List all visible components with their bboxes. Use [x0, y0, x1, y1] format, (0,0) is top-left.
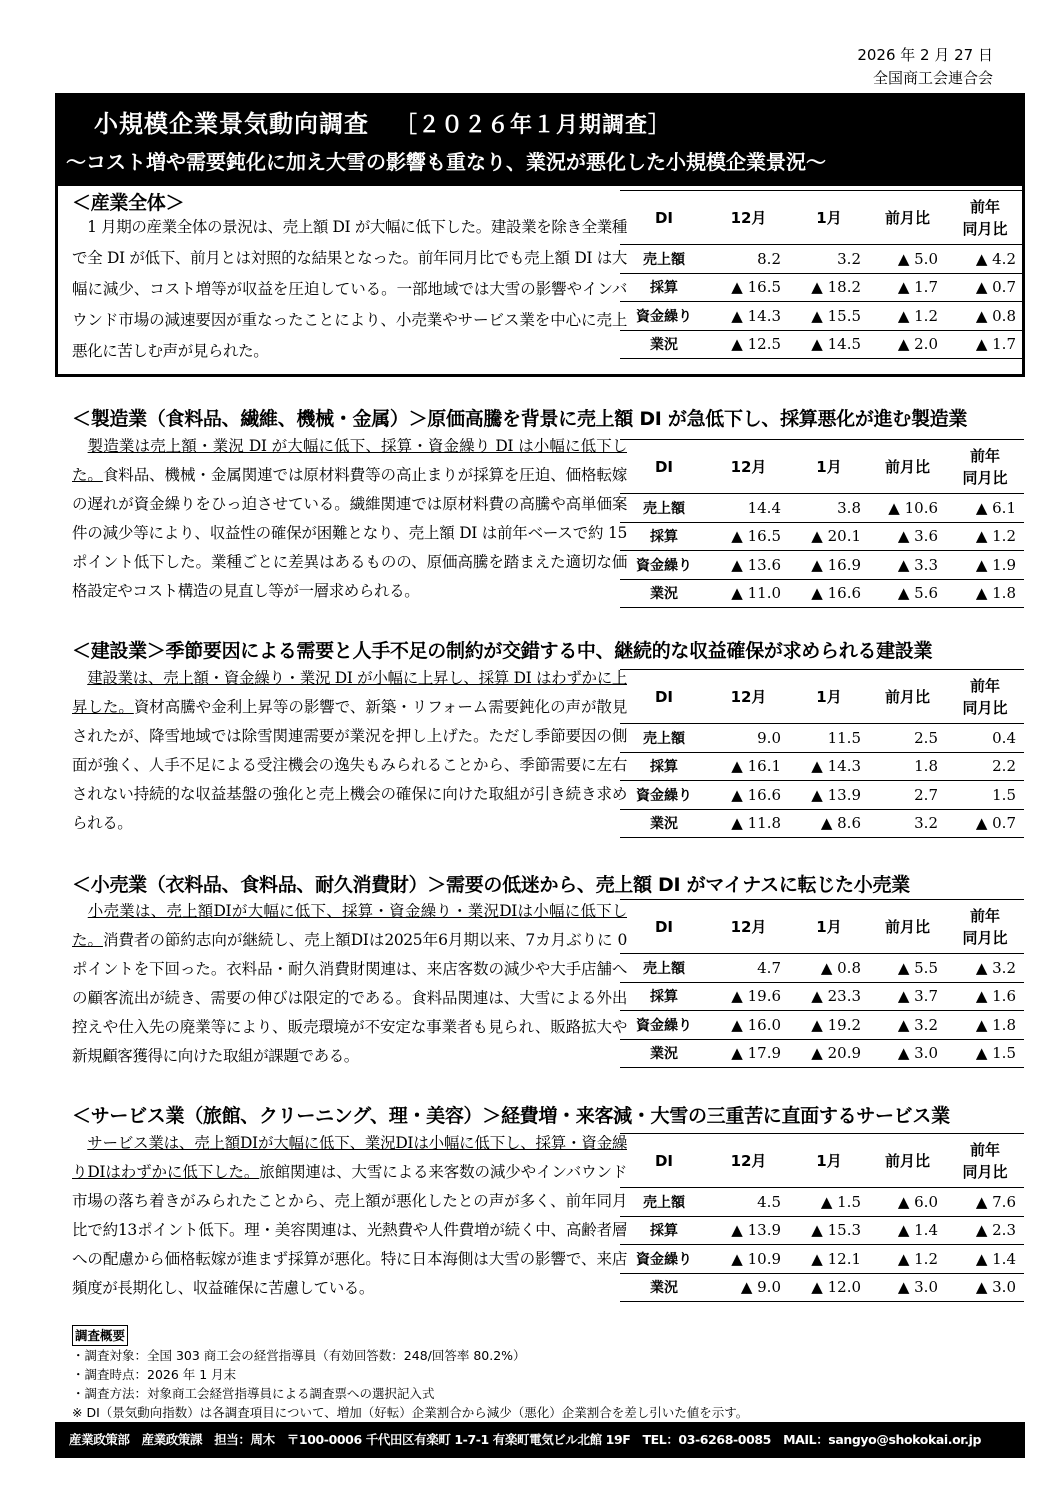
value-mom: ▲ 5.0 — [869, 245, 946, 274]
report-subtitle: ～コスト増や需要鈍化に加え大雪の影響も重なり、業況が悪化した小規模企業景況～ — [66, 150, 826, 174]
section-text — [72, 897, 627, 1071]
value-jan: ▲ 1.5 — [789, 1188, 869, 1217]
yoy-header-line: 同月比 — [962, 468, 1008, 487]
di-table-header — [620, 670, 1024, 724]
di-row — [620, 579, 1024, 608]
value-dec: ▲ 14.3 — [708, 302, 789, 331]
row-label: 業況 — [620, 809, 708, 838]
di-row — [620, 954, 1024, 983]
yoy-header — [946, 191, 1024, 245]
row-label: 採算 — [620, 273, 708, 302]
footer-contact: 産業政策部 産業政策課 担当：周木 〒100-0006 千代田区有楽町 1-7-1 有楽町電気ビル北館 19F TEL：03-6268-0085 MAIL：sangyo@shokokai.or.jp — [55, 1422, 1025, 1458]
value-jan: ▲ 14.3 — [789, 752, 869, 781]
row-label: 採算 — [620, 982, 708, 1011]
row-label: 資金繰り — [620, 1011, 708, 1040]
value-yoy: ▲ 4.2 — [946, 245, 1024, 274]
di-header: DI — [620, 440, 708, 494]
row-label: 資金繰り — [620, 1245, 708, 1274]
value-mom: 1.8 — [869, 752, 946, 781]
di-header: DI — [620, 670, 708, 724]
value-dec: ▲ 19.6 — [708, 982, 789, 1011]
report-title: 小規模企業景気動向調査 — [94, 110, 369, 138]
di-row — [620, 982, 1024, 1011]
value-dec: 4.7 — [708, 954, 789, 983]
value-yoy: ▲ 3.0 — [946, 1273, 1024, 1302]
mom-header: 前月比 — [869, 670, 946, 724]
report-period: ［２０２６年１月期調査］ — [395, 113, 672, 138]
row-label: 資金繰り — [620, 302, 708, 331]
value-jan: ▲ 18.2 — [789, 273, 869, 302]
value-yoy: ▲ 0.7 — [946, 273, 1024, 302]
di-table — [620, 1133, 1024, 1302]
di-row — [620, 1273, 1024, 1302]
value-yoy: ▲ 0.8 — [946, 302, 1024, 331]
value-jan: 3.8 — [789, 494, 869, 523]
value-mom: ▲ 2.0 — [869, 330, 946, 359]
value-dec: ▲ 13.9 — [708, 1216, 789, 1245]
section-heading: ＜産業全体＞ — [72, 192, 185, 214]
value-mom: ▲ 5.5 — [869, 954, 946, 983]
yoy-header-line: 前年 — [969, 1140, 1000, 1159]
title-bar — [58, 96, 1022, 186]
dec-header: 12月 — [708, 1134, 789, 1188]
value-mom: ▲ 5.6 — [869, 579, 946, 608]
value-jan: ▲ 16.6 — [789, 579, 869, 608]
row-label: 資金繰り — [620, 551, 708, 580]
value-mom: 3.2 — [869, 809, 946, 838]
row-label: 採算 — [620, 1216, 708, 1245]
yoy-header-line: 前年 — [969, 906, 1000, 925]
value-jan: ▲ 20.9 — [789, 1039, 869, 1068]
value-mom: ▲ 3.6 — [869, 522, 946, 551]
value-jan: ▲ 0.8 — [789, 954, 869, 983]
value-dec: ▲ 10.9 — [708, 1245, 789, 1274]
row-label: 業況 — [620, 330, 708, 359]
section-lead: 製造業は売上額・業況 DI が大幅に低下、採算・資金繰り DI は小幅に低下した。 — [72, 437, 627, 484]
row-label: 業況 — [620, 579, 708, 608]
outline-line: ・調査時点：2026 年 1 月末 — [72, 1367, 237, 1382]
outline-title: 調査概要 — [72, 1325, 128, 1346]
survey-outline — [72, 1325, 748, 1422]
outline-line: ・調査対象：全国 303 商工会の経営指導員（有効回答数：248/回答率 80.2%） — [72, 1348, 526, 1363]
yoy-header — [946, 900, 1024, 954]
value-dec: ▲ 13.6 — [708, 551, 789, 580]
value-jan: ▲ 16.9 — [789, 551, 869, 580]
value-yoy: 1.5 — [946, 781, 1024, 810]
jan-header: 1月 — [789, 1134, 869, 1188]
value-dec: ▲ 11.8 — [708, 809, 789, 838]
value-yoy: ▲ 1.4 — [946, 1245, 1024, 1274]
di-row — [620, 551, 1024, 580]
section-body: 消費者の節約志向が継続し、売上額DIは2025年6月期以来、7カ月ぶりに 0 ポイントを下回った。衣料品・耐久消費財関連は、来店客数の減少や大手店舗への顧客流出が続き、需要の伸びは限定的である。食料品関連は、大雪による外出控えや仕入先の廃業等により、販売環境が不安定な事業者も見られ、販路拡大や新規顧客獲得に向けた取組が課題である。 — [72, 931, 628, 1065]
value-dec: 9.0 — [708, 724, 789, 753]
date-block — [857, 44, 993, 90]
value-dec: 4.5 — [708, 1188, 789, 1217]
value-dec: ▲ 16.5 — [708, 522, 789, 551]
di-table — [620, 899, 1024, 1068]
section-text — [72, 664, 627, 838]
di-table-header — [620, 1134, 1024, 1188]
value-dec: ▲ 16.0 — [708, 1011, 789, 1040]
di-row — [620, 809, 1024, 838]
value-yoy: ▲ 1.5 — [946, 1039, 1024, 1068]
value-jan: ▲ 12.0 — [789, 1273, 869, 1302]
organization: 全国商工会連合会 — [872, 69, 993, 87]
section-text — [72, 432, 627, 606]
di-table-header — [620, 191, 1024, 245]
di-header: DI — [620, 1134, 708, 1188]
value-mom: ▲ 3.0 — [869, 1273, 946, 1302]
value-yoy: ▲ 0.7 — [946, 809, 1024, 838]
value-jan: ▲ 15.3 — [789, 1216, 869, 1245]
value-jan: ▲ 8.6 — [789, 809, 869, 838]
yoy-header-line: 前年 — [969, 446, 1000, 465]
jan-header: 1月 — [789, 440, 869, 494]
yoy-header — [946, 1134, 1024, 1188]
date: 2026 年 2 月 27 日 — [857, 46, 993, 64]
yoy-header — [946, 670, 1024, 724]
section-heading: ＜サービス業（旅館、クリーニング、理・美容）＞経費増・来客減・大雪の三重苦に直面するサービス業 — [72, 1105, 950, 1127]
di-table-header — [620, 440, 1024, 494]
di-row — [620, 781, 1024, 810]
di-row — [620, 752, 1024, 781]
value-mom: ▲ 1.2 — [869, 1245, 946, 1274]
row-label: 売上額 — [620, 724, 708, 753]
mom-header: 前月比 — [869, 1134, 946, 1188]
value-mom: ▲ 3.7 — [869, 982, 946, 1011]
di-header: DI — [620, 900, 708, 954]
yoy-header-line: 同月比 — [962, 219, 1008, 238]
row-label: 売上額 — [620, 245, 708, 274]
section-heading: ＜製造業（食料品、繊維、機械・金属）＞原価高騰を背景に売上額 DI が急低下し、採算悪化が進む製造業 — [72, 408, 968, 430]
value-mom: ▲ 3.2 — [869, 1011, 946, 1040]
yoy-header-line: 同月比 — [962, 1162, 1008, 1181]
section-body: 旅館関連は、大雪による来客数の減少やインバウンド市場の落ち着きがみられたことから、売上額が悪化したとの声が多く、前年同月比で約13ポイント低下。理・美容関連は、光熱費や人件費増が続く中、高齢者層への配慮から価格転嫁が進まず採算が悪化。特に日本海側は大雪の影響で、来店頻度が長期化し、収益確保に苦慮している。 — [72, 1163, 627, 1297]
yoy-header-line: 前年 — [969, 197, 1000, 216]
row-label: 売上額 — [620, 954, 708, 983]
section-body: 1 月期の産業全体の景況は、売上額 DI が大幅に低下した。建設業を除き全業種で全 DI が低下、前月とは対照的な結果となった。前年同月比でも売上額 DI は大幅に減少、コスト増等が収益を圧迫している。一部地域では大雪の影響やインバウンド市場の減速要因が重なったことにより、小売業やサービス業を中心に売上悪化に苦しむ声が見られた。 — [72, 218, 627, 360]
mom-header: 前月比 — [869, 191, 946, 245]
value-jan: ▲ 20.1 — [789, 522, 869, 551]
value-yoy: ▲ 2.3 — [946, 1216, 1024, 1245]
value-jan: ▲ 14.5 — [789, 330, 869, 359]
row-label: 売上額 — [620, 494, 708, 523]
di-row — [620, 1245, 1024, 1274]
di-row — [620, 1039, 1024, 1068]
di-row — [620, 330, 1024, 359]
value-jan: 11.5 — [789, 724, 869, 753]
value-yoy: ▲ 1.8 — [946, 1011, 1024, 1040]
value-yoy: ▲ 6.1 — [946, 494, 1024, 523]
jan-header: 1月 — [789, 900, 869, 954]
dec-header: 12月 — [708, 440, 789, 494]
outline-line: ・調査方法：対象商工会経営指導員による調査票への選択記入式 — [72, 1386, 435, 1401]
value-dec: 8.2 — [708, 245, 789, 274]
value-dec: ▲ 11.0 — [708, 579, 789, 608]
di-row — [620, 1188, 1024, 1217]
value-mom: ▲ 10.6 — [869, 494, 946, 523]
dec-header: 12月 — [708, 670, 789, 724]
section-heading: ＜建設業＞季節要因による需要と人手不足の制約が交錯する中、継続的な収益確保が求められる建設業 — [72, 640, 933, 662]
value-dec: ▲ 17.9 — [708, 1039, 789, 1068]
value-dec: 14.4 — [708, 494, 789, 523]
value-yoy: ▲ 1.7 — [946, 330, 1024, 359]
value-yoy: ▲ 1.6 — [946, 982, 1024, 1011]
value-jan: ▲ 12.1 — [789, 1245, 869, 1274]
di-table-header — [620, 900, 1024, 954]
value-yoy: ▲ 1.2 — [946, 522, 1024, 551]
value-mom: ▲ 6.0 — [869, 1188, 946, 1217]
value-dec: ▲ 16.1 — [708, 752, 789, 781]
di-row — [620, 273, 1024, 302]
report-title-line — [94, 106, 1022, 144]
value-yoy: ▲ 1.9 — [946, 551, 1024, 580]
di-row — [620, 724, 1024, 753]
value-yoy: 0.4 — [946, 724, 1024, 753]
yoy-header-line: 同月比 — [962, 698, 1008, 717]
section-lead: 建設業は、売上額・資金繰り・業況 DI が小幅に上昇し、採算 DI はわずかに上昇した。 — [72, 669, 627, 716]
mom-header: 前月比 — [869, 900, 946, 954]
dec-header: 12月 — [708, 191, 789, 245]
section-lead: サービス業は、売上額DIが大幅に低下、業況DIは小幅に低下し、採算・資金繰りDIはわずかに低下した。 — [72, 1134, 627, 1181]
yoy-header-line: 前年 — [969, 676, 1000, 695]
value-jan: ▲ 15.5 — [789, 302, 869, 331]
row-label: 業況 — [620, 1273, 708, 1302]
row-label: 売上額 — [620, 1188, 708, 1217]
section-text — [72, 212, 627, 367]
value-dec: ▲ 16.6 — [708, 781, 789, 810]
di-row — [620, 245, 1024, 274]
di-row — [620, 302, 1024, 331]
row-label: 資金繰り — [620, 781, 708, 810]
value-jan: ▲ 19.2 — [789, 1011, 869, 1040]
jan-header: 1月 — [789, 191, 869, 245]
value-yoy: 2.2 — [946, 752, 1024, 781]
yoy-header-line: 同月比 — [962, 928, 1008, 947]
row-label: 採算 — [620, 752, 708, 781]
value-jan: ▲ 23.3 — [789, 982, 869, 1011]
value-jan: ▲ 13.9 — [789, 781, 869, 810]
di-table — [620, 669, 1024, 838]
mom-header: 前月比 — [869, 440, 946, 494]
di-table — [620, 439, 1024, 608]
value-mom: ▲ 3.3 — [869, 551, 946, 580]
di-row — [620, 522, 1024, 551]
row-label: 採算 — [620, 522, 708, 551]
outline-line: ※ DI（景気動向指数）は各調査項目について、増加（好転）企業割合から減少（悪化）企業割合を差し引いた値を示す。 — [72, 1405, 749, 1420]
value-mom: ▲ 3.0 — [869, 1039, 946, 1068]
value-dec: ▲ 12.5 — [708, 330, 789, 359]
section-heading: ＜小売業（衣料品、食料品、耐久消費財）＞需要の低迷から、売上額 DI がマイナスに転じた小売業 — [72, 874, 910, 896]
di-header: DI — [620, 191, 708, 245]
value-mom: ▲ 1.4 — [869, 1216, 946, 1245]
di-table — [620, 190, 1024, 359]
value-mom: 2.5 — [869, 724, 946, 753]
di-row — [620, 494, 1024, 523]
section-text — [72, 1129, 627, 1303]
value-dec: ▲ 9.0 — [708, 1273, 789, 1302]
di-row — [620, 1216, 1024, 1245]
di-row — [620, 1011, 1024, 1040]
section-body: 資材高騰や金利上昇等の影響で、新築・リフォーム需要鈍化の声が散見されたが、降雪地域では除雪関連需要が業況を押し上げた。ただし季節要因の側面が強く、人手不足による受注機会の逸失もみられることから、季節需要に左右されない持続的な収益基盤の強化と売上機会の確保に向けた取組が引き続き求められる。 — [72, 698, 627, 832]
value-dec: ▲ 16.5 — [708, 273, 789, 302]
value-mom: 2.7 — [869, 781, 946, 810]
jan-header: 1月 — [789, 670, 869, 724]
row-label: 業況 — [620, 1039, 708, 1068]
dec-header: 12月 — [708, 900, 789, 954]
yoy-header — [946, 440, 1024, 494]
value-jan: 3.2 — [789, 245, 869, 274]
section-lead: 小売業は、売上額DIが大幅に低下、採算・資金繰り・業況DIは小幅に低下した。 — [72, 902, 628, 949]
value-mom: ▲ 1.7 — [869, 273, 946, 302]
value-yoy: ▲ 3.2 — [946, 954, 1024, 983]
value-mom: ▲ 1.2 — [869, 302, 946, 331]
value-yoy: ▲ 7.6 — [946, 1188, 1024, 1217]
section-body: 食料品、機械・金属関連では原材料費等の高止まりが採算を圧迫、価格転嫁の遅れが資金繰りをひっ迫させている。繊維関連では原材料費の高騰や高単価案件の減少等により、収益性の確保が困難となり、売上額 DI は前年ベースで約 15 ポイント低下した。業種ごとに差異はあるものの、原価高騰を踏まえた適切な価格設定やコスト構造の見直し等が一層求められる。 — [72, 466, 628, 600]
value-yoy: ▲ 1.8 — [946, 579, 1024, 608]
